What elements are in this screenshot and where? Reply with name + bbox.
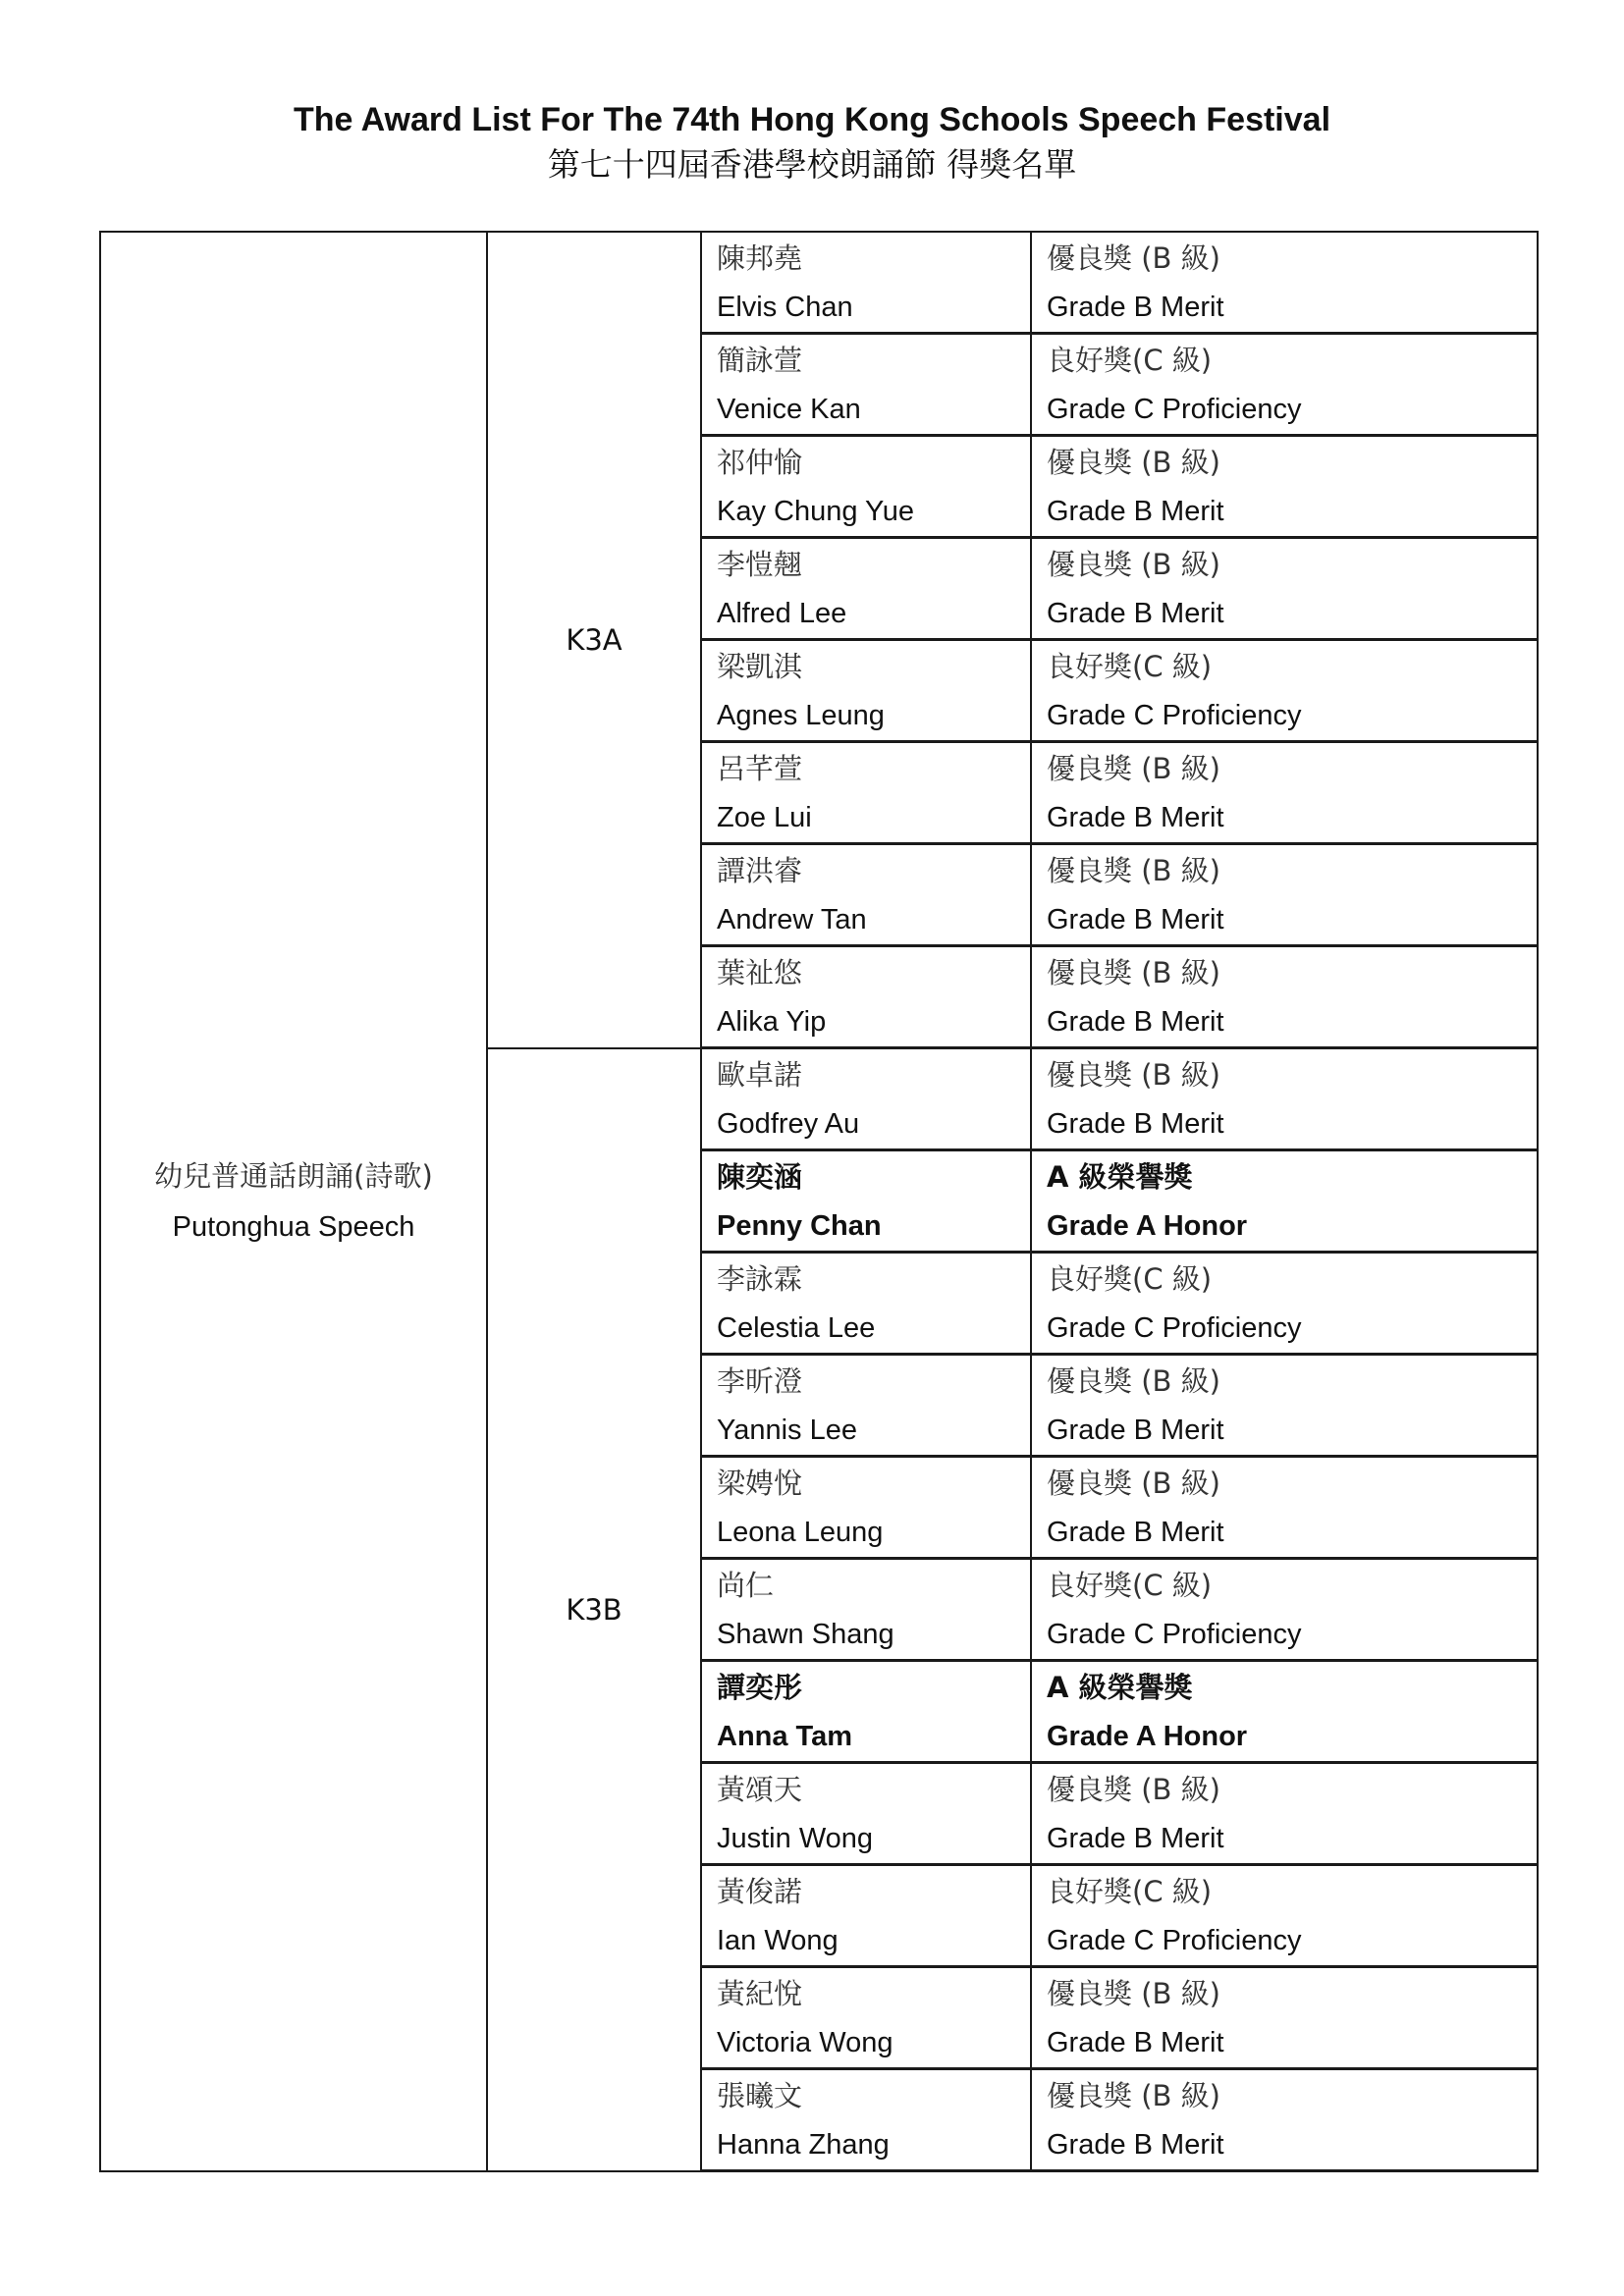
student-name-cell: [701, 1763, 1031, 1865]
award-english: Grade B Merit: [1047, 1414, 1224, 1446]
student-name-cell: [701, 1150, 1031, 1253]
award-chinese: 優良獎 (B 級): [1047, 1466, 1220, 1500]
student-name-english: Celestia Lee: [717, 1311, 876, 1344]
student-name-cell: [701, 1559, 1031, 1661]
award-cell: [1031, 436, 1538, 538]
student-name-english: Elvis Chan: [717, 291, 853, 323]
student-name-chinese: 呂芊萱: [717, 751, 803, 785]
award-english: Grade B Merit: [1047, 1516, 1224, 1548]
student-name-english: Godfrey Au: [717, 1107, 860, 1140]
award-cell: [1031, 1253, 1538, 1355]
student-name-chinese: 葉祉悠: [717, 955, 803, 989]
student-name-chinese: 陳邦堯: [717, 240, 803, 275]
award-cell: [1031, 538, 1538, 640]
award-cell: [1031, 232, 1538, 334]
student-name-english: Penny Chan: [717, 1209, 882, 1242]
award-chinese: 良好獎(C 級): [1047, 1261, 1213, 1296]
student-name-chinese: 李愷翹: [717, 547, 803, 581]
student-name-cell: [701, 1967, 1031, 2069]
award-chinese: A 級榮譽獎: [1047, 1670, 1193, 1704]
student-name-chinese: 李昕澄: [717, 1363, 803, 1398]
student-name-english: Anna Tam: [717, 1720, 853, 1752]
award-chinese: 良好獎(C 級): [1047, 1874, 1213, 1908]
student-name-english: Justin Wong: [717, 1822, 874, 1854]
student-name-cell: [701, 1355, 1031, 1457]
student-name-english: Kay Chung Yue: [717, 495, 915, 527]
award-english: Grade C Proficiency: [1047, 1618, 1302, 1650]
award-cell: [1031, 334, 1538, 436]
page-title-chinese: 第七十四屆香港學校朗誦節 得獎名單: [547, 145, 1077, 184]
student-name-chinese: 譚奕彤: [717, 1670, 803, 1704]
award-english: Grade B Merit: [1047, 2128, 1224, 2161]
award-chinese: 優良獎 (B 級): [1047, 1772, 1220, 1806]
student-name-chinese: 黃俊諾: [717, 1874, 803, 1908]
student-name-cell: [701, 1253, 1031, 1355]
student-name-chinese: 陳奕涵: [717, 1159, 803, 1194]
award-chinese: 優良獎 (B 級): [1047, 547, 1220, 581]
student-name-english: Zoe Lui: [717, 801, 812, 833]
category-cell: [100, 232, 487, 2171]
award-chinese: 優良獎 (B 級): [1047, 751, 1220, 785]
student-name-cell: [701, 1661, 1031, 1763]
student-name-english: Alika Yip: [717, 1005, 827, 1038]
student-name-cell: [701, 2069, 1031, 2171]
student-name-cell: [701, 436, 1031, 538]
student-name-english: Ian Wong: [717, 1924, 839, 1956]
student-name-cell: [701, 640, 1031, 742]
student-name-cell: [701, 1048, 1031, 1150]
award-english: Grade B Merit: [1047, 1822, 1224, 1854]
student-name-english: Venice Kan: [717, 393, 861, 425]
student-name-cell: [701, 742, 1031, 844]
award-english: Grade B Merit: [1047, 495, 1224, 527]
award-cell: [1031, 2069, 1538, 2171]
table-row: [100, 232, 1538, 334]
award-cell: [1031, 1559, 1538, 1661]
award-cell: [1031, 1048, 1538, 1150]
student-name-chinese: 譚洪睿: [717, 853, 803, 887]
student-name-english: Agnes Leung: [717, 699, 885, 731]
award-english: Grade B Merit: [1047, 1005, 1224, 1038]
award-english: Grade C Proficiency: [1047, 1924, 1302, 1956]
award-cell: [1031, 946, 1538, 1048]
award-english: Grade B Merit: [1047, 2026, 1224, 2058]
student-name-english: Leona Leung: [717, 1516, 884, 1548]
student-name-cell: [701, 1457, 1031, 1559]
student-name-english: Alfred Lee: [717, 597, 847, 629]
student-name-chinese: 祁仲愉: [717, 445, 803, 479]
student-name-english: Andrew Tan: [717, 903, 867, 935]
student-name-cell: [701, 232, 1031, 334]
award-chinese: 優良獎 (B 級): [1047, 1976, 1220, 2010]
award-cell: [1031, 742, 1538, 844]
award-chinese: 良好獎(C 級): [1047, 649, 1213, 683]
document-header: [0, 98, 1624, 187]
award-cell: [1031, 1661, 1538, 1763]
award-cell: [1031, 1967, 1538, 2069]
student-name-chinese: 張曦文: [717, 2078, 803, 2112]
award-cell: [1031, 1763, 1538, 1865]
class-cell: K3B: [487, 1048, 701, 2171]
page-title: The Award List For The 74th Hong Kong Schools Speech Festival: [293, 101, 1331, 138]
award-cell: [1031, 1865, 1538, 1967]
award-chinese: 優良獎 (B 級): [1047, 445, 1220, 479]
student-name-cell: [701, 538, 1031, 640]
student-name-chinese: 歐卓諾: [717, 1057, 803, 1092]
student-name-chinese: 尚仁: [717, 1568, 775, 1602]
student-name-english: Victoria Wong: [717, 2026, 893, 2058]
student-name-chinese: 梁凱淇: [717, 649, 803, 683]
award-chinese: 優良獎 (B 級): [1047, 1057, 1220, 1092]
award-cell: [1031, 1355, 1538, 1457]
award-cell: [1031, 640, 1538, 742]
award-chinese: A 級榮譽獎: [1047, 1159, 1193, 1194]
award-chinese: 良好獎(C 級): [1047, 1568, 1213, 1602]
award-cell: [1031, 844, 1538, 946]
award-english: Grade B Merit: [1047, 801, 1224, 833]
student-name-cell: [701, 946, 1031, 1048]
student-name-cell: [701, 1865, 1031, 1967]
award-chinese: 優良獎 (B 級): [1047, 1363, 1220, 1398]
student-name-english: Shawn Shang: [717, 1618, 894, 1650]
student-name-chinese: 簡詠萱: [717, 343, 803, 377]
student-name-chinese: 黃頌天: [717, 1772, 803, 1806]
class-cell: K3A: [487, 232, 701, 1048]
award-chinese: 良好獎(C 級): [1047, 343, 1213, 377]
award-table: [99, 231, 1539, 2172]
award-chinese: 優良獎 (B 級): [1047, 853, 1220, 887]
award-english: Grade C Proficiency: [1047, 393, 1302, 425]
award-cell: [1031, 1457, 1538, 1559]
award-english: Grade B Merit: [1047, 903, 1224, 935]
award-table-body: [100, 232, 1538, 2171]
award-english: Grade B Merit: [1047, 597, 1224, 629]
student-name-english: Yannis Lee: [717, 1414, 857, 1446]
award-chinese: 優良獎 (B 級): [1047, 240, 1220, 275]
student-name-chinese: 梁娉悅: [717, 1466, 803, 1500]
student-name-chinese: 李詠霖: [717, 1261, 803, 1296]
award-cell: [1031, 1150, 1538, 1253]
student-name-cell: [701, 334, 1031, 436]
award-chinese: 優良獎 (B 級): [1047, 955, 1220, 989]
award-english: Grade C Proficiency: [1047, 699, 1302, 731]
award-chinese: 優良獎 (B 級): [1047, 2078, 1220, 2112]
award-english: Grade C Proficiency: [1047, 1311, 1302, 1344]
category-name-english: Putonghua Speech: [172, 1210, 415, 1243]
award-english: Grade A Honor: [1047, 1209, 1248, 1242]
category-name-chinese: 幼兒普通話朗誦(詩歌): [154, 1158, 433, 1193]
student-name-chinese: 黃紀悅: [717, 1976, 803, 2010]
student-name-english: Hanna Zhang: [717, 2128, 890, 2161]
award-english: Grade A Honor: [1047, 1720, 1248, 1752]
student-name-cell: [701, 844, 1031, 946]
award-english: Grade B Merit: [1047, 1107, 1224, 1140]
award-english: Grade B Merit: [1047, 291, 1224, 323]
